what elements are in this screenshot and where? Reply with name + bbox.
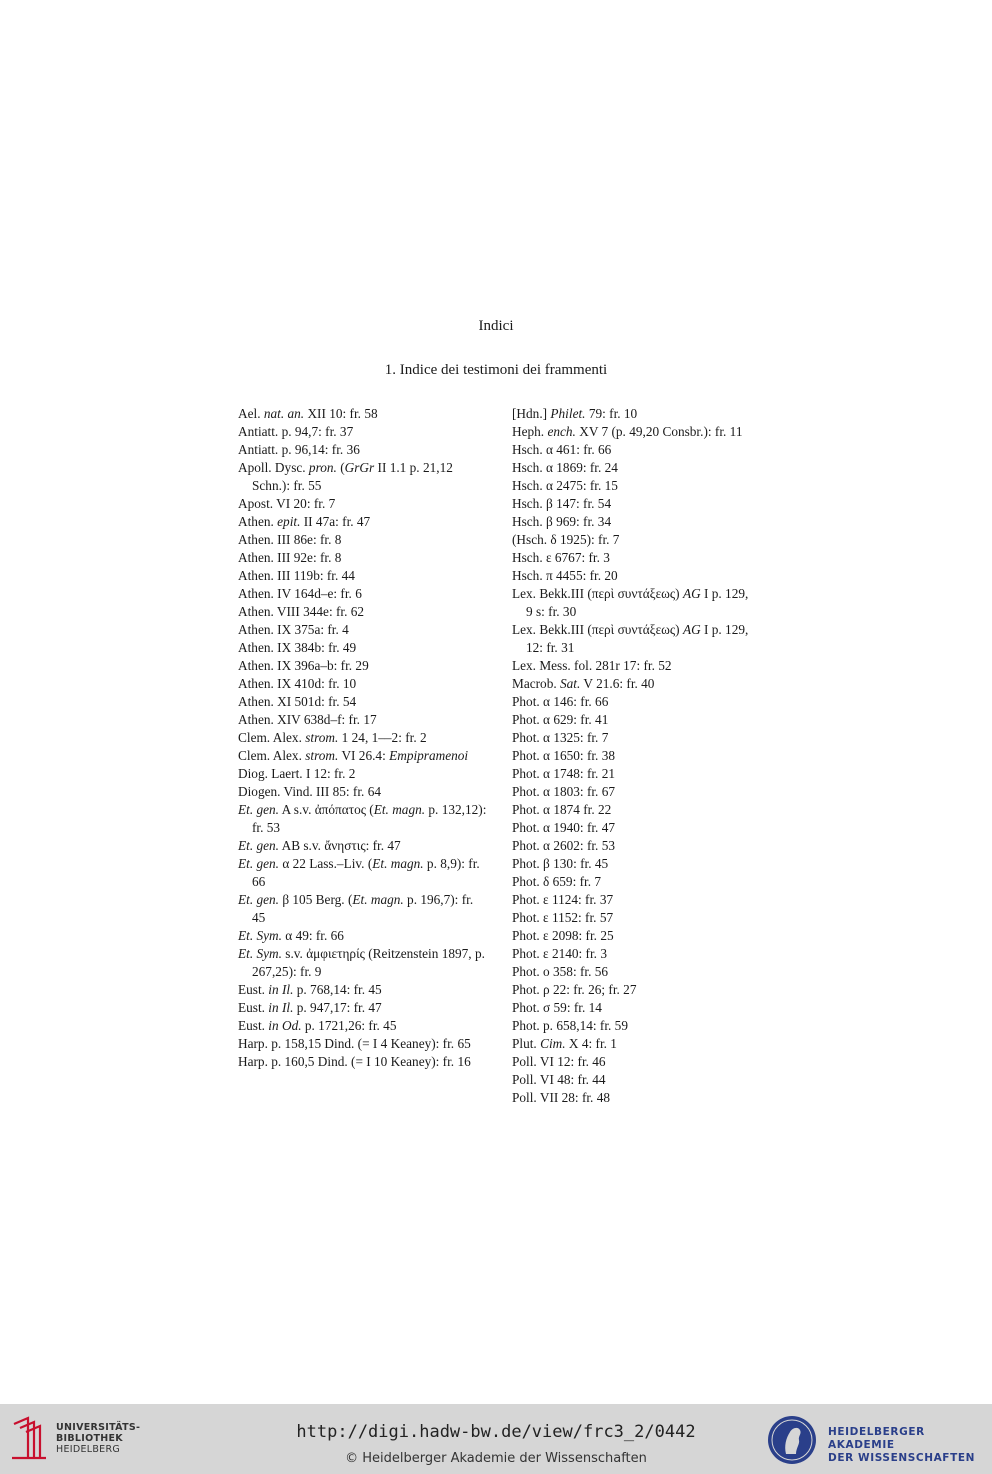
entry-text: Et. magn. (373, 802, 426, 817)
entry-text: V 21.6: fr. 40 (580, 676, 655, 691)
entry-text: Harp. p. 160,5 Dind. (= I 10 Keaney): fr. 16 (238, 1054, 471, 1069)
entry-text: Poll. VI 48: fr. 44 (512, 1072, 606, 1087)
index-entry (238, 801, 488, 837)
index-entry (238, 1035, 488, 1053)
index-entry (512, 747, 752, 765)
entry-text: Phot. β 130: fr. 45 (512, 856, 609, 871)
entry-text: Phot. α 629: fr. 41 (512, 712, 609, 727)
entry-text: Phot. α 1325: fr. 7 (512, 730, 609, 745)
index-entry (238, 459, 488, 495)
entry-text: VI 26.4: (338, 748, 390, 763)
index-entry (512, 1017, 752, 1035)
index-entry (238, 531, 488, 549)
entry-text: Harp. p. 158,15 Dind. (= I 4 Keaney): fr. 65 (238, 1036, 471, 1051)
entry-text: pron. (308, 460, 337, 475)
index-entry (512, 927, 752, 945)
index-entry (238, 945, 488, 981)
index-entry (512, 909, 752, 927)
entry-text: strom. (305, 730, 339, 745)
index-entry (238, 711, 488, 729)
library-name-line-3: HEIDELBERG (56, 1444, 121, 1455)
entry-text: Et. Sym. (238, 928, 282, 943)
index-entry (238, 927, 488, 945)
entry-text: Philet. (550, 406, 586, 421)
academy-seal-icon[interactable] (766, 1414, 818, 1466)
index-entry (512, 945, 752, 963)
index-entry (512, 621, 752, 657)
entry-text: s.v. ἀμφιετηρίς (Reitzenstein 1897, p. 267,25): fr. 9 (252, 946, 485, 979)
entry-text: Phot. ρ 22: fr. 26; fr. 27 (512, 982, 637, 997)
index-entry (512, 1071, 752, 1089)
entry-text: II 1.1 p. 21,12 Schn.): fr. 55 (252, 460, 453, 493)
index-column-right (512, 405, 752, 1107)
entry-text: Et. gen. (238, 802, 279, 817)
entry-text: XII 10: fr. 58 (304, 406, 378, 421)
entry-text: Phot. α 1874 fr. 22 (512, 802, 612, 817)
entry-text: Et. gen. (238, 838, 279, 853)
entry-text: Athen. XI 501d: fr. 54 (238, 694, 357, 709)
entry-text: Hsch. ε 6767: fr. 3 (512, 550, 610, 565)
index-entry (238, 855, 488, 891)
index-entry (238, 585, 488, 603)
entry-text: Athen. III 92e: fr. 8 (238, 550, 342, 565)
entry-text: Phot. α 2602: fr. 53 (512, 838, 616, 853)
entry-text: II 47a: fr. 47 (300, 514, 371, 529)
index-entry (238, 981, 488, 999)
index-entry (512, 729, 752, 747)
library-name-line-2: BIBLIOTHEK (56, 1433, 123, 1444)
index-entry (512, 891, 752, 909)
entry-text: Phot. α 146: fr. 66 (512, 694, 609, 709)
index-entry (512, 441, 752, 459)
entry-text: Lex. Mess. fol. 281r 17: fr. 52 (512, 658, 672, 673)
entry-text: Phot. p. 658,14: fr. 59 (512, 1018, 628, 1033)
entry-text: Et. Sym. (238, 946, 282, 961)
entry-text: p. 1721,26: fr. 45 (301, 1018, 397, 1033)
entry-text: Eust. (238, 1018, 269, 1033)
entry-text: Poll. VI 12: fr. 46 (512, 1054, 606, 1069)
entry-text: β 105 Berg. ( (279, 892, 353, 907)
entry-text: Et. magn. (352, 892, 404, 907)
entry-text: 1 24, 1––2: fr. 2 (338, 730, 427, 745)
index-entry (512, 999, 752, 1017)
index-entry (512, 693, 752, 711)
entry-text: Phot. α 1748: fr. 21 (512, 766, 616, 781)
index-entry (238, 513, 488, 531)
copyright-notice: © Heidelberger Akademie der Wissenschaften (345, 1451, 647, 1466)
index-entry (512, 405, 752, 423)
index-entry (238, 405, 488, 423)
index-entry (238, 657, 488, 675)
academy-name-line-2: DER WISSENSCHAFTEN (828, 1452, 976, 1464)
entry-text: X 4: fr. 1 (565, 1036, 617, 1051)
entry-text: Apost. VI 20: fr. 7 (238, 496, 336, 511)
index-column-left (238, 405, 488, 1071)
entry-text: Eust. (238, 982, 269, 997)
index-entry (512, 855, 752, 873)
entry-text: Phot. δ 659: fr. 7 (512, 874, 602, 889)
entry-text: nat. an. (263, 406, 305, 421)
entry-text: ench. (547, 424, 576, 439)
entry-text: Cim. (540, 1036, 566, 1051)
entry-text: Hsch. β 969: fr. 34 (512, 514, 612, 529)
index-entry (238, 729, 488, 747)
entry-text: Lex. Bekk.III (περὶ συντάξεως) (512, 622, 683, 637)
index-entry (238, 999, 488, 1017)
entry-text: Athen. (238, 514, 278, 529)
index-entry (512, 477, 752, 495)
index-entry (238, 567, 488, 585)
entry-text: α 22 Lass.–Liv. ( (279, 856, 373, 871)
entry-text: α 49: fr. 66 (281, 928, 344, 943)
entry-text: Macrob. (512, 676, 560, 691)
index-entry (512, 657, 752, 675)
entry-text: p. 768,14: fr. 45 (293, 982, 382, 997)
index-entry (512, 711, 752, 729)
index-entry (512, 1035, 752, 1053)
entry-text: AG (682, 586, 701, 601)
entry-text: Antiatt. p. 96,14: fr. 36 (238, 442, 360, 457)
entry-text: Clem. Alex. (238, 748, 306, 763)
entry-text: Hsch. π 4455: fr. 20 (512, 568, 618, 583)
entry-text: Et. gen. (238, 856, 279, 871)
entry-text: p. 8,9): fr. 66 (252, 856, 480, 889)
index-entry (512, 963, 752, 981)
index-entry (512, 459, 752, 477)
entry-text: Phot. ε 1124: fr. 37 (512, 892, 614, 907)
entry-text: XV 7 (p. 49,20 Consbr.): fr. 11 (575, 424, 743, 439)
entry-text: Empipramenoi (389, 748, 469, 763)
index-entry (512, 675, 752, 693)
index-entry (512, 1089, 752, 1107)
library-name-line-1: UNIVERSITÄTS- (56, 1422, 141, 1433)
index-entry (238, 639, 488, 657)
entry-text: Diogen. Vind. III 85: fr. 64 (238, 784, 381, 799)
document-url-link[interactable]: http://digi.hadw-bw.de/view/frc3_2/0442 (296, 1422, 696, 1442)
entry-text: Athen. IX 396a–b: fr. 29 (238, 658, 369, 673)
index-entry (238, 621, 488, 639)
index-entry (238, 747, 488, 765)
index-entry (238, 837, 488, 855)
index-entry (512, 981, 752, 999)
index-entry (238, 549, 488, 567)
entry-text: Diog. Laert. I 12: fr. 2 (238, 766, 356, 781)
entry-text: Phot. σ 59: fr. 14 (512, 1000, 602, 1015)
index-entry (512, 801, 752, 819)
entry-text: Phot. ε 2140: fr. 3 (512, 946, 607, 961)
index-entry (512, 585, 752, 621)
index-entry (512, 567, 752, 585)
index-entry (512, 531, 752, 549)
entry-text: Lex. Bekk.III (περὶ συντάξεως) (512, 586, 683, 601)
entry-text: Athen. VIII 344e: fr. 62 (238, 604, 365, 619)
entry-text: Heph. (512, 424, 548, 439)
entry-text: Athen. IX 375a: fr. 4 (238, 622, 349, 637)
entry-text: Phot. ε 2098: fr. 25 (512, 928, 614, 943)
index-entry (238, 693, 488, 711)
index-entry (238, 441, 488, 459)
entry-text: Athen. XIV 638d–f: fr. 17 (238, 712, 377, 727)
academy-name-line-1: HEIDELBERGER AKADEMIE (828, 1426, 925, 1451)
index-entry (238, 1053, 488, 1071)
entry-text: Athen. III 119b: fr. 44 (238, 568, 355, 583)
index-entry (512, 1053, 752, 1071)
section-heading: 1. Indice dei testimoni dei frammenti (384, 362, 608, 378)
entry-text: Clem. Alex. (238, 730, 306, 745)
index-entry (512, 549, 752, 567)
index-entry (238, 891, 488, 927)
entry-text: Athen. IV 164d–e: fr. 6 (238, 586, 362, 601)
entry-text: strom. (305, 748, 339, 763)
index-entry (238, 783, 488, 801)
index-entry (512, 495, 752, 513)
footer-bar (0, 1404, 992, 1474)
entry-text: Poll. VII 28: fr. 48 (512, 1090, 611, 1105)
entry-text: Athen. IX 410d: fr. 10 (238, 676, 357, 691)
entry-text: AG (682, 622, 701, 637)
entry-text: Hsch. β 147: fr. 54 (512, 496, 612, 511)
entry-text: Plut. (512, 1036, 541, 1051)
entry-text: Phot. ο 358: fr. 56 (512, 964, 609, 979)
index-entry (512, 873, 752, 891)
entry-text: Athen. III 86e: fr. 8 (238, 532, 342, 547)
entry-text: Hsch. α 2475: fr. 15 (512, 478, 618, 493)
entry-text: Apoll. Dysc. (238, 460, 309, 475)
entry-text: Eust. (238, 1000, 269, 1015)
entry-text: AB s.v. ἄνηστις: fr. 47 (279, 838, 401, 853)
index-entry (238, 765, 488, 783)
entry-text: Hsch. α 1869: fr. 24 (512, 460, 618, 475)
academy-name[interactable] (828, 1426, 992, 1465)
index-entry (512, 423, 752, 441)
entry-text: epit. (277, 514, 301, 529)
entry-text: in Il. (268, 1000, 294, 1015)
index-entry (512, 513, 752, 531)
entry-text: ( (336, 460, 345, 475)
index-entry (512, 837, 752, 855)
entry-text: Hsch. α 461: fr. 66 (512, 442, 612, 457)
entry-text: (Hsch. δ 1925): fr. 7 (512, 532, 620, 547)
entry-text: Phot. α 1940: fr. 47 (512, 820, 616, 835)
index-entry (512, 819, 752, 837)
entry-text: Et. gen. (238, 892, 279, 907)
entry-text: Antiatt. p. 94,7: fr. 37 (238, 424, 354, 439)
index-entry (238, 675, 488, 693)
entry-text: 79: fr. 10 (585, 406, 638, 421)
index-entry (512, 765, 752, 783)
entry-text: Sat. (560, 676, 581, 691)
page-title: Indici (478, 318, 514, 334)
entry-text: Phot. α 1803: fr. 67 (512, 784, 616, 799)
entry-text: p. 196,7): fr. 45 (252, 892, 474, 925)
entry-text: Et. magn. (372, 856, 424, 871)
entry-text: I p. 129, 12: fr. 31 (526, 622, 749, 655)
entry-text: [Hdn.] (512, 406, 551, 421)
entry-text: in Od. (268, 1018, 302, 1033)
entry-text: Phot. ε 1152: fr. 57 (512, 910, 614, 925)
index-entry (238, 495, 488, 513)
entry-text: Phot. α 1650: fr. 38 (512, 748, 616, 763)
index-entry (238, 603, 488, 621)
entry-text: p. 947,17: fr. 47 (293, 1000, 382, 1015)
entry-text: GrGr (344, 460, 375, 475)
index-entry (238, 1017, 488, 1035)
index-entry (238, 423, 488, 441)
entry-text: p. 132,12): fr. 53 (252, 802, 487, 835)
entry-text: Ael. (238, 406, 264, 421)
entry-text: I p. 129, 9 s: fr. 30 (526, 586, 749, 619)
index-entry (512, 783, 752, 801)
entry-text: in Il. (268, 982, 294, 997)
entry-text: A s.v. ἀπόπατος ( (279, 802, 374, 817)
entry-text: Athen. IX 384b: fr. 49 (238, 640, 357, 655)
